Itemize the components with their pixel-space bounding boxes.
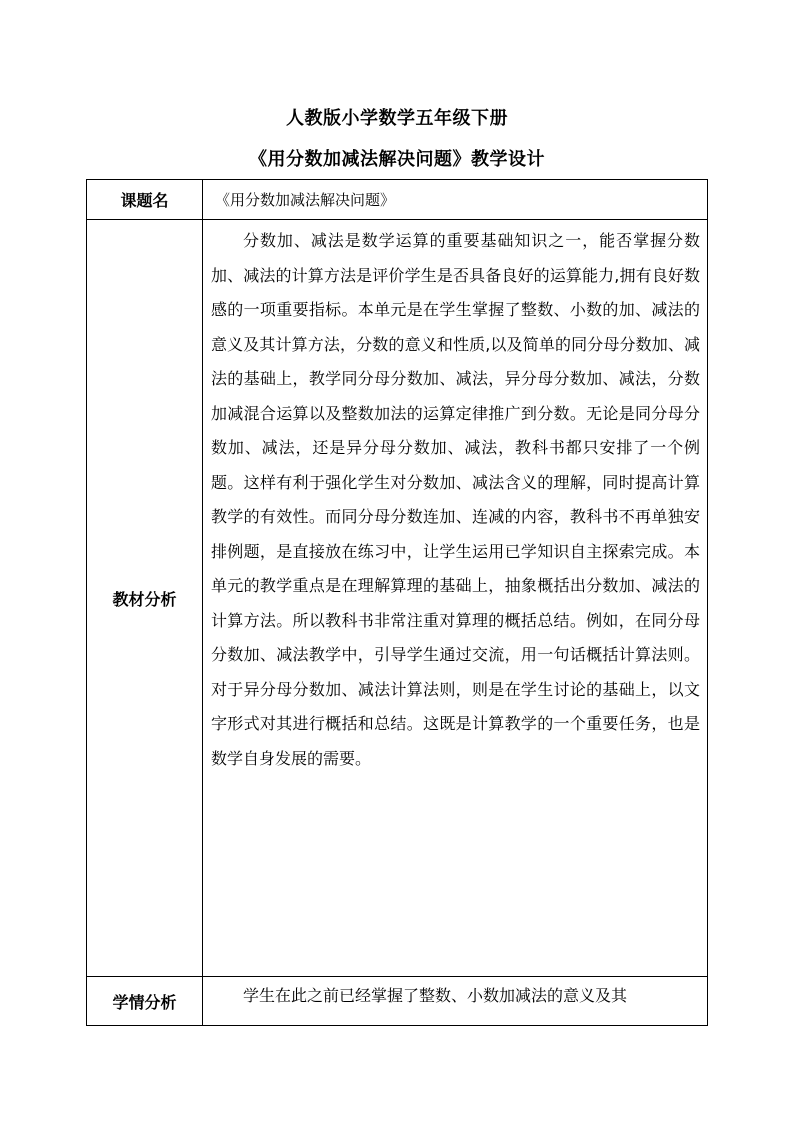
row-label-topic: 课题名 [87,180,203,220]
row-content-textbook-analysis: 分数加、减法是数学运算的重要基础知识之一，能否掌握分数加、减法的计算方法是评价学生是否具备良好的运算能力,拥有良好数感的一项重要指标。本单元是在学生掌握了整数、小数的加、减法的意义及其计算方法，分数的意义和性质,以及简单的同分母分数加、减法的基础上，教学同分母分数加、减法，异分母分数加、减法，分数加减混合运算以及整数加法的运算定律推广到分数。无论是同分母分数加、减法，还是异分母分数加、减法，教科书都只安排了一个例题。这样有利于强化学生对分数加、减法含义的理解，同时提高计算教学的有效性。而同分母分数连加、连减的内容，教科书不再单独安排例题，是直接放在练习中，让学生运用已学知识自主探索完成。本单元的教学重点是在理解算理的基础上，抽象概括出分数加、减法的计算方法。所以教科书非常注重对算理的概括总结。例如，在同分母分数加、减法教学中，引导学生通过交流，用一句话概括计算法则。对于异分母分数加、减法计算法则，则是在学生讨论的基础上，以文字形式对其进行概括和总结。这既是计算教学的一个重要任务，也是数学自身发展的需要。 [203,220,708,977]
row-content-student-analysis: 学生在此之前已经掌握了整数、小数加减法的意义及其 [203,977,708,1026]
row-label-student-analysis: 学情分析 [87,977,203,1026]
table-row [87,977,708,1026]
table-row [87,220,708,977]
document-subtitle: 《用分数加减法解决问题》教学设计 [249,149,545,170]
row-content-topic: 《用分数加减法解决问题》 [203,180,708,220]
row-label-textbook-analysis: 教材分析 [87,220,203,977]
document-title: 人教版小学数学五年级下册 [286,108,508,129]
lesson-plan-table [86,179,708,1026]
table-row [87,180,708,220]
